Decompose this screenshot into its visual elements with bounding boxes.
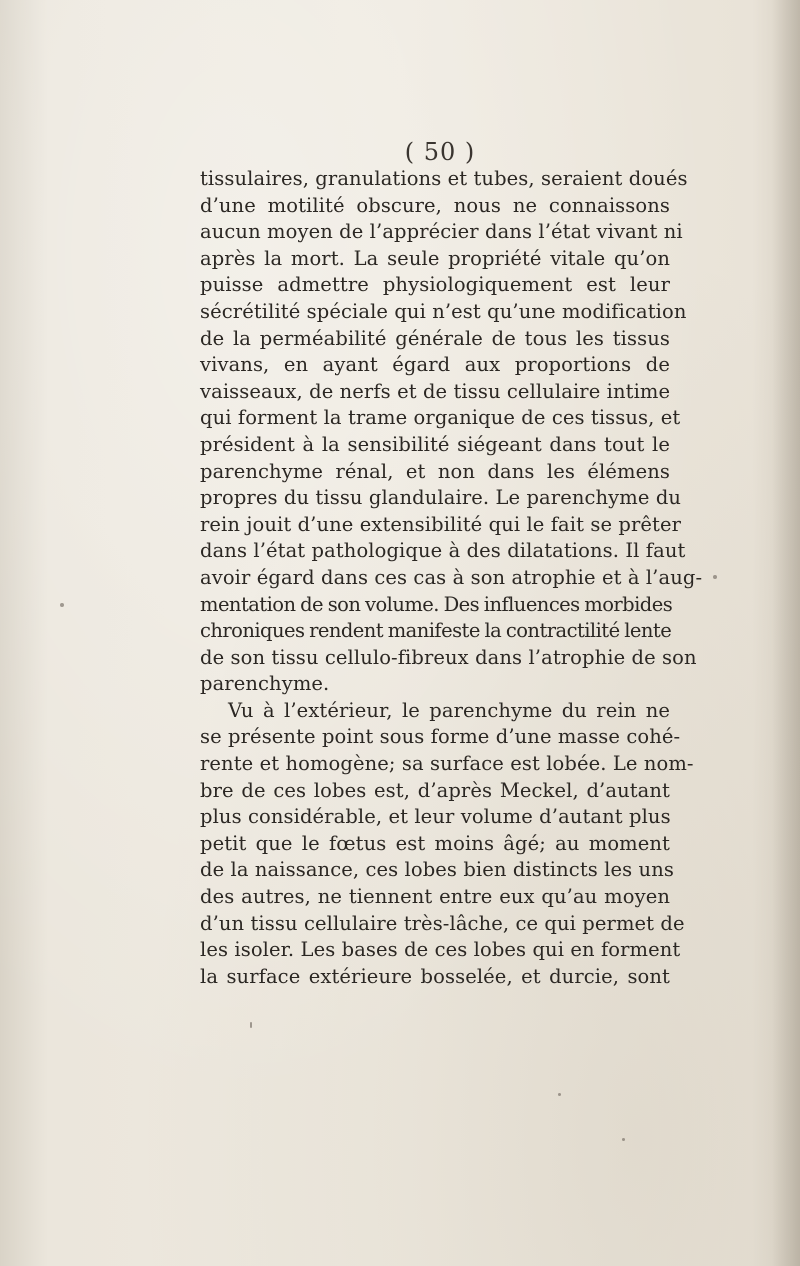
text-line: d’une motilité obscure, nous ne connaissons [200,193,670,217]
text-line: vivans, en ayant égard aux proportions de [200,353,670,377]
text-line: plus considérable, et leur volume d’autant plus [200,805,671,829]
paragraph [200,698,694,991]
paper-speck [713,575,717,579]
text-line: de la naissance, ces lobes bien distincts les uns [200,858,674,882]
text-line: dans l’état pathologique à des dilatations. Il faut [200,539,686,563]
text-line: les isoler. Les bases de ces lobes qui en forment [200,938,681,962]
page-edge-shadow [772,0,800,1266]
text-line: qui forment la trame organique de ces tissus, et [200,406,681,430]
text-line: puisse admettre physiologiquement est leur [200,273,670,297]
text-line: aucun moyen de l’apprécier dans l’état vivant ni [200,220,683,244]
text-line: tissulaires, granulations et tubes, seraient doués [200,167,688,190]
text-line: avoir égard dans ces cas à son atrophie et à l’aug- [200,565,703,589]
paper-speck [60,603,64,607]
text-line: vaisseaux, de nerfs et de tissu cellulaire intime [200,379,671,403]
paper-speck [250,1022,252,1028]
text-line: chroniques rendent manifeste la contractilité lente [200,619,672,643]
text-line: petit que le fœtus est moins âgé; au moment [200,831,670,855]
paper-speck [558,1093,561,1096]
paper-speck [622,1138,625,1141]
text-line: rente et homogène; sa surface est lobée. Le nom- [200,752,694,776]
page-number: ( 50 ) [404,138,476,166]
text-line: Vu à l’extérieur, le parenchyme du rein ne [228,698,670,722]
text-line: se présente point sous forme d’une masse cohé- [200,725,681,749]
text-line: parenchyme. [200,672,330,696]
text-line: propres du tissu glandulaire. Le parenchyme du [200,486,682,510]
text-line: d’un tissu cellulaire très-lâche, ce qui permet de [200,911,685,935]
body-text [200,166,703,990]
text-line: sécrétilité spéciale qui n’est qu’une modification [200,299,687,323]
text-line: de son tissu cellulo-fibreux dans l’atrophie de son [200,645,697,669]
text-line: de la perméabilité générale de tous les tissus [200,326,670,350]
text-line: président à la sensibilité siégeant dans tout le [200,432,670,456]
text-line: rein jouit d’une extensibilité qui le fait se prêter [200,512,682,536]
text-line: des autres, ne tiennent entre eux qu’au moyen [200,885,670,909]
text-line: mentation de son volume. Des influences morbides [200,592,673,616]
text-line: la surface extérieure bosselée, et durcie, sont [200,964,670,988]
text-line: parenchyme rénal, et non dans les élémens [200,459,670,483]
text-line: après la mort. La seule propriété vitale qu’on [200,246,670,270]
text-line: bre de ces lobes est, d’après Meckel, d’autant [200,778,670,802]
paragraph [200,166,703,698]
